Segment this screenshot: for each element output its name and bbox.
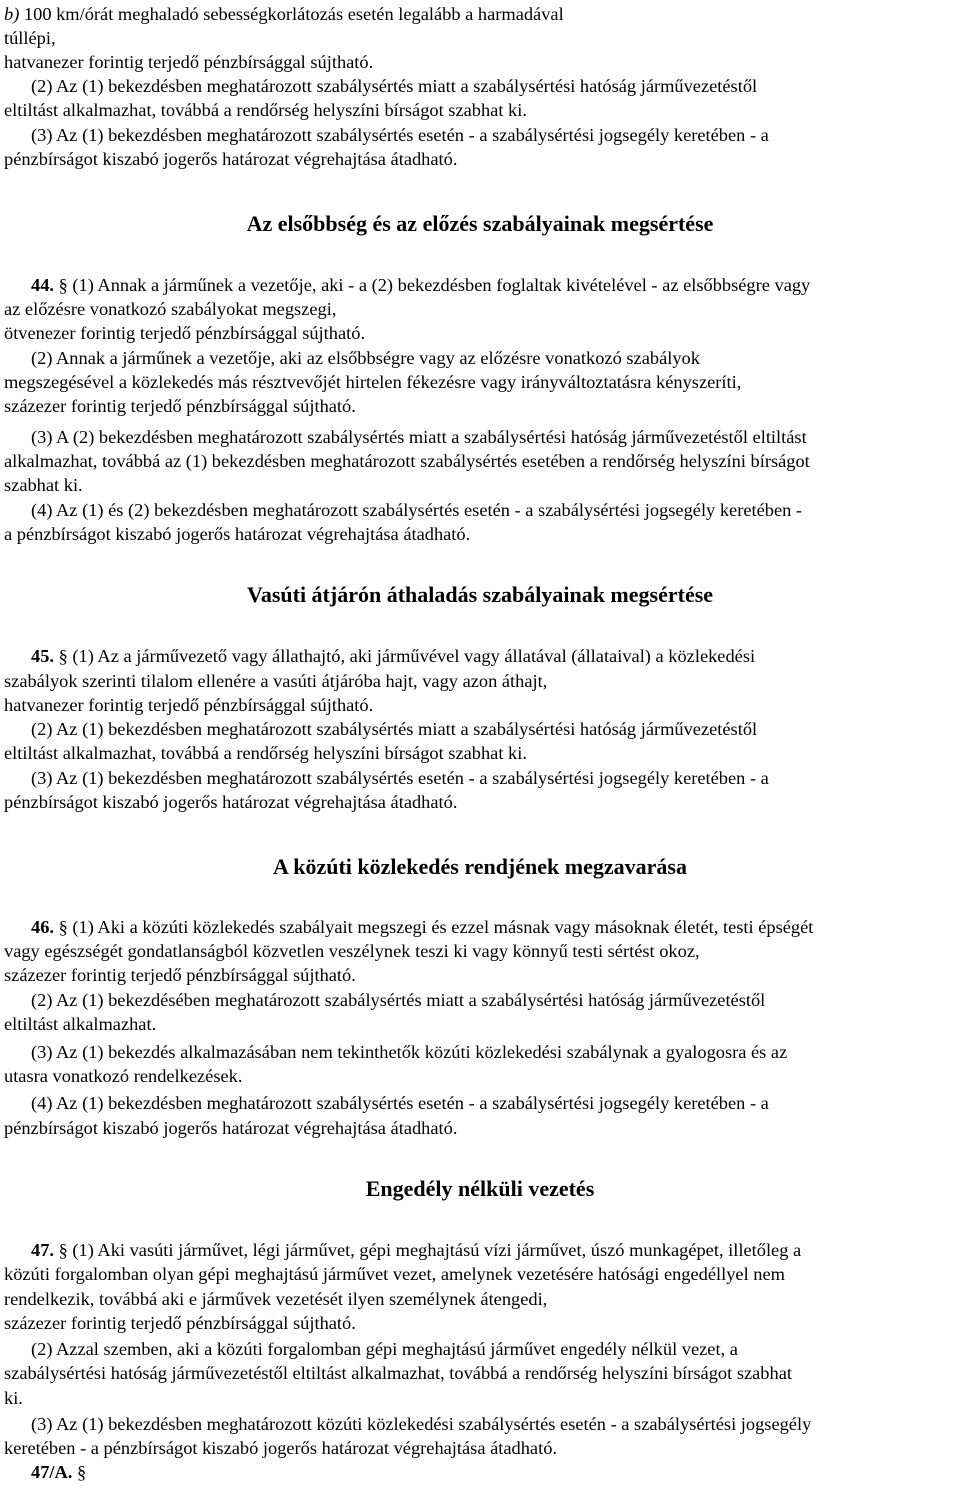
section-heading: Engedély nélküli vezetés — [365, 1176, 595, 1201]
paragraph-line: százezer forintig terjedő pénzbírsággal sújtható. — [4, 396, 356, 416]
text-line: eltiltást alkalmazhat, továbbá a rendőrség helyszíni bírságot szabhat ki. — [4, 100, 527, 120]
paragraph-line: ki. — [4, 1388, 23, 1408]
section-heading: Az elsőbbség és az előzés szabályainak megsértése — [246, 211, 714, 236]
paragraph-line: megszegésével a közlekedés más résztvevőjét hirtelen fékezésre vagy irányváltoztatásra kényszeríti, — [4, 372, 742, 392]
paragraph-line: eltiltást alkalmazhat, továbbá a rendőrség helyszíni bírságot szabhat ki. — [4, 743, 527, 763]
paragraph-line: (3) Az (1) bekezdésben meghatározott szabálysértés esetén - a szabálysértési jogsegély keretében - a — [31, 768, 769, 788]
paragraph-line: 46. § (1) Aki a közúti közlekedés szabályait megszegi és ezzel másnak vagy másoknak életét, testi épségét — [31, 917, 814, 937]
section-heading: Vasúti átjárón áthaladás szabályainak megsértése — [246, 582, 714, 607]
text-line: hatvanezer forintig terjedő pénzbírsággal sújtható. — [4, 52, 374, 72]
section-heading: A közúti közlekedés rendjének megzavarása — [273, 854, 687, 879]
text-line: pénzbírságot kiszabó jogerős határozat végrehajtása átadható. — [4, 149, 458, 169]
paragraph-line: pénzbírságot kiszabó jogerős határozat végrehajtása átadható. — [4, 792, 458, 812]
paragraph-line: (2) Az (1) bekezdésben meghatározott szabálysértés miatt a szabálysértési hatóság járművezetéstől — [31, 719, 758, 739]
paragraph-line: utasra vonatkozó rendelkezések. — [4, 1066, 243, 1086]
paragraph-line: (3) Az (1) bekezdésben meghatározott közúti közlekedési szabálysértés esetén - a szabálysértési jogsegély — [31, 1414, 812, 1434]
paragraph-line: szabálysértési hatóság járművezetéstől eltiltást alkalmazhat, továbbá a rendőrség helyszíni bírságot szabhat — [4, 1363, 792, 1383]
paragraph-line: keretében - a pénzbírságot kiszabó jogerős határozat végrehajtása átadható. — [4, 1438, 557, 1458]
paragraph-line: hatvanezer forintig terjedő pénzbírsággal sújtható. — [4, 695, 374, 715]
paragraph-line: százezer forintig terjedő pénzbírsággal sújtható. — [4, 965, 356, 985]
text-line: (3) Az (1) bekezdésben meghatározott szabálysértés esetén - a szabálysértési jogsegély keretében - a — [31, 125, 769, 145]
paragraph-line: az előzésre vonatkozó szabályokat megszegi, — [4, 299, 337, 319]
text-line: (2) Az (1) bekezdésben meghatározott szabálysértés miatt a szabálysértési hatóság járművezetéstől — [31, 76, 758, 96]
paragraph-line: 47/A. § — [31, 1462, 87, 1482]
text-line: túllépi, — [4, 28, 56, 48]
paragraph-line: a pénzbírságot kiszabó jogerős határozat végrehajtása átadható. — [4, 524, 471, 544]
paragraph-line: (4) Az (1) bekezdésben meghatározott szabálysértés esetén - a szabálysértési jogsegély keretében - a — [31, 1093, 769, 1113]
paragraph-line: rendelkezik, továbbá aki e járművek vezetését ilyen személynek átengedi, — [4, 1289, 548, 1309]
paragraph-line: eltiltást alkalmazhat. — [4, 1014, 157, 1034]
paragraph-line: (4) Az (1) és (2) bekezdésben meghatározott szabálysértés esetén - a szabálysértési jogsegély keretében - — [31, 500, 803, 520]
paragraph-line: 45. § (1) Az a járművezető vagy állathajtó, aki járművével vagy állatával (állataival) a közlekedési — [31, 646, 756, 666]
paragraph-line: (2) Annak a járműnek a vezetője, aki az elsőbbségre vagy az előzésre vonatkozó szabályok — [31, 348, 700, 368]
paragraph-line: pénzbírságot kiszabó jogerős határozat végrehajtása átadható. — [4, 1118, 458, 1138]
paragraph-line: szabhat ki. — [4, 475, 83, 495]
paragraph-line: szabályok szerinti tilalom ellenére a vasúti átjáróba hajt, vagy azon áthajt, — [4, 671, 548, 691]
paragraph-line: vagy egészségét gondatlanságból közvetlen veszélynek teszi ki vagy könnyű testi sértést okoz, — [4, 941, 700, 961]
paragraph-line: 47. § (1) Aki vasúti járművet, légi járművet, gépi meghajtású vízi járművet, úszó munkagépet, illetőleg a — [31, 1240, 802, 1260]
paragraph-line: 44. § (1) Annak a járműnek a vezetője, aki - a (2) bekezdésben foglaltak kivételével - az elsőbbségre vagy — [31, 275, 811, 295]
paragraph-line: alkalmazhat, továbbá az (1) bekezdésben meghatározott szabálysértés esetében a rendőrség helyszíni bírságot — [4, 451, 810, 471]
paragraph-line: (2) Az (1) bekezdésében meghatározott szabálysértés miatt a szabálysértési hatóság járművezetéstől — [31, 990, 766, 1010]
paragraph-line: közúti forgalomban olyan gépi meghajtású járművet vezet, amelynek vezetésére hatósági engedéllyel nem — [4, 1264, 785, 1284]
paragraph-line: (3) A (2) bekezdésben meghatározott szabálysértés miatt a szabálysértési hatóság járművezetéstől eltiltást — [31, 427, 807, 447]
text-line: b) 100 km/órát meghaladó sebességkorlátozás esetén legalább a harmadával — [4, 4, 564, 24]
paragraph-line: ötvenezer forintig terjedő pénzbírsággal sújtható. — [4, 323, 366, 343]
paragraph-line: (3) Az (1) bekezdés alkalmazásában nem tekinthetők közúti közlekedési szabálynak a gyalogosra és az — [31, 1042, 788, 1062]
paragraph-line: (2) Azzal szemben, aki a közúti forgalomban gépi meghajtású járművet engedély nélkül vezet, a — [31, 1339, 738, 1359]
paragraph-line: százezer forintig terjedő pénzbírsággal sújtható. — [4, 1313, 356, 1333]
